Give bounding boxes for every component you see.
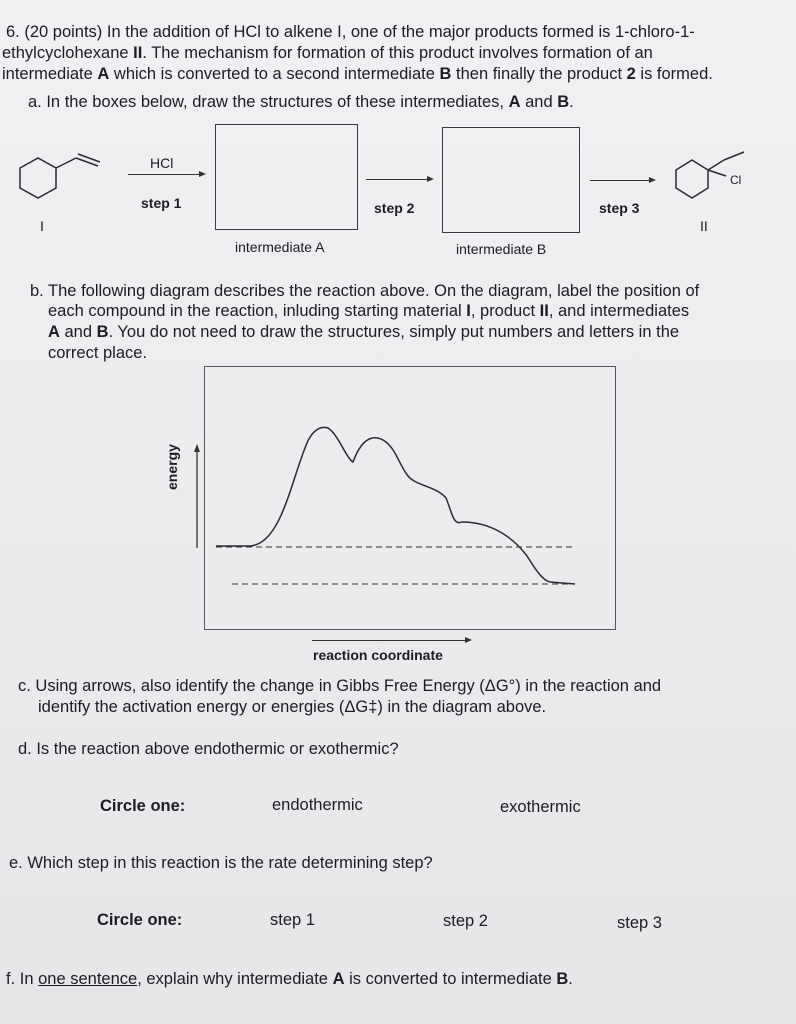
step3-arrow (590, 180, 654, 181)
part-b-line3: A and B. You do not need to draw the structures, simply put numbers and letters in the (48, 323, 680, 341)
reagent-hcl: HCl (150, 155, 174, 171)
intermediate-b-box[interactable] (442, 127, 580, 233)
part-f-prompt: f. In one sentence, explain why intermediate A is converted to intermediate B. (6, 970, 573, 988)
product-II-structure (668, 148, 768, 208)
part-d-circle-one: Circle one: (100, 797, 186, 815)
label-I: I (40, 218, 44, 234)
energy-diagram (150, 366, 620, 666)
question-intro-line3: intermediate A which is converted to a second intermediate B then finally the product 2 is formed. (2, 65, 713, 83)
question-intro-line1: 6. (20 points) In the addition of HCl to alkene I, one of the major products formed is 1-chloro-1- (6, 23, 695, 41)
intermediate-a-label: intermediate A (235, 239, 325, 255)
x-axis-arrow (312, 640, 470, 641)
intermediate-a-box[interactable] (215, 124, 358, 230)
option-endothermic[interactable]: endothermic (272, 796, 363, 814)
part-b-line1: b. The following diagram describes the reaction above. On the diagram, label the position of (30, 282, 700, 300)
y-axis-label: energy (164, 444, 180, 490)
part-e-question: e. Which step in this reaction is the rate determining step? (9, 854, 433, 872)
intermediate-b-label: intermediate B (456, 241, 547, 257)
x-axis-label: reaction coordinate (313, 647, 443, 663)
step2-label: step 2 (374, 200, 415, 216)
energy-curve (216, 427, 575, 584)
part-c-line1: c. Using arrows, also identify the change in Gibbs Free Energy (ΔG°) in the reaction and (18, 677, 662, 695)
chlorine-label: Cl (730, 173, 742, 187)
part-b-line4: correct place. (48, 344, 148, 362)
part-d-question: d. Is the reaction above endothermic or exothermic? (18, 740, 399, 758)
option-exothermic[interactable]: exothermic (500, 798, 581, 816)
step2-arrow (366, 179, 432, 180)
label-II: II (700, 218, 708, 234)
option-step3[interactable]: step 3 (617, 914, 662, 932)
part-a-prompt: a. In the boxes below, draw the structures of these intermediates, A and B. (28, 93, 574, 111)
step3-label: step 3 (599, 200, 640, 216)
step1-label: step 1 (141, 195, 182, 211)
alkene-I-structure (10, 140, 110, 210)
option-step1[interactable]: step 1 (270, 911, 315, 929)
question-intro-line2: ethylcyclohexane II. The mechanism for formation of this product involves formation of an (2, 44, 653, 62)
step1-arrow (128, 174, 204, 175)
option-step2[interactable]: step 2 (443, 912, 488, 930)
part-c-line2: identify the activation energy or energies (ΔG‡) in the diagram above. (38, 698, 547, 716)
part-b-line2: each compound in the reaction, inluding starting material I, product II, and intermediates (48, 302, 690, 320)
part-e-circle-one: Circle one: (97, 911, 183, 929)
